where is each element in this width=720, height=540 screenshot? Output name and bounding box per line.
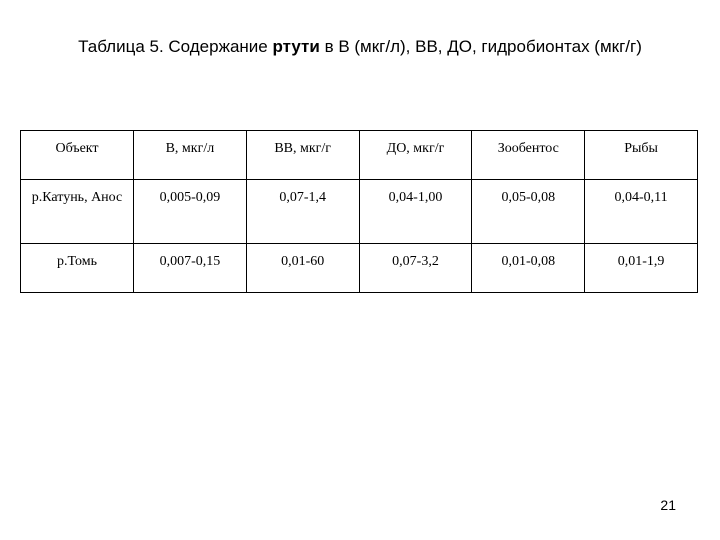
table-cell: 0,007-0,15 bbox=[134, 244, 247, 293]
table-cell: 0,04-1,00 bbox=[359, 180, 472, 244]
slide-title bbox=[0, 35, 720, 59]
table-row bbox=[21, 244, 698, 293]
title-prefix: Таблица 5. Содержание bbox=[78, 37, 273, 56]
header-cell-zoobenthos: Зообентос bbox=[472, 131, 585, 180]
table-row bbox=[21, 180, 698, 244]
table-cell: 0,05-0,08 bbox=[472, 180, 585, 244]
table-cell: 0,01-60 bbox=[246, 244, 359, 293]
title-bold-word: ртути bbox=[272, 37, 320, 56]
header-cell-water: В, мкг/л bbox=[134, 131, 247, 180]
table-cell: 0,04-0,11 bbox=[585, 180, 698, 244]
table-cell: р.Катунь, Анос bbox=[21, 180, 134, 244]
table-cell: р.Томь bbox=[21, 244, 134, 293]
table-cell: 0,01-1,9 bbox=[585, 244, 698, 293]
header-cell-object: Объект bbox=[21, 131, 134, 180]
header-cell-fish: Рыбы bbox=[585, 131, 698, 180]
title-suffix: в В (мкг/л), ВВ, ДО, гидробионтах (мкг/г) bbox=[319, 37, 642, 56]
table-cell: 0,07-1,4 bbox=[246, 180, 359, 244]
table-cell: 0,01-0,08 bbox=[472, 244, 585, 293]
table-cell: 0,07-3,2 bbox=[359, 244, 472, 293]
header-cell-suspended: ВВ, мкг/г bbox=[246, 131, 359, 180]
page-number: 21 bbox=[660, 497, 676, 513]
header-cell-sediments: ДО, мкг/г bbox=[359, 131, 472, 180]
data-table bbox=[20, 130, 698, 293]
table-header-row bbox=[21, 131, 698, 180]
table-cell: 0,005-0,09 bbox=[134, 180, 247, 244]
